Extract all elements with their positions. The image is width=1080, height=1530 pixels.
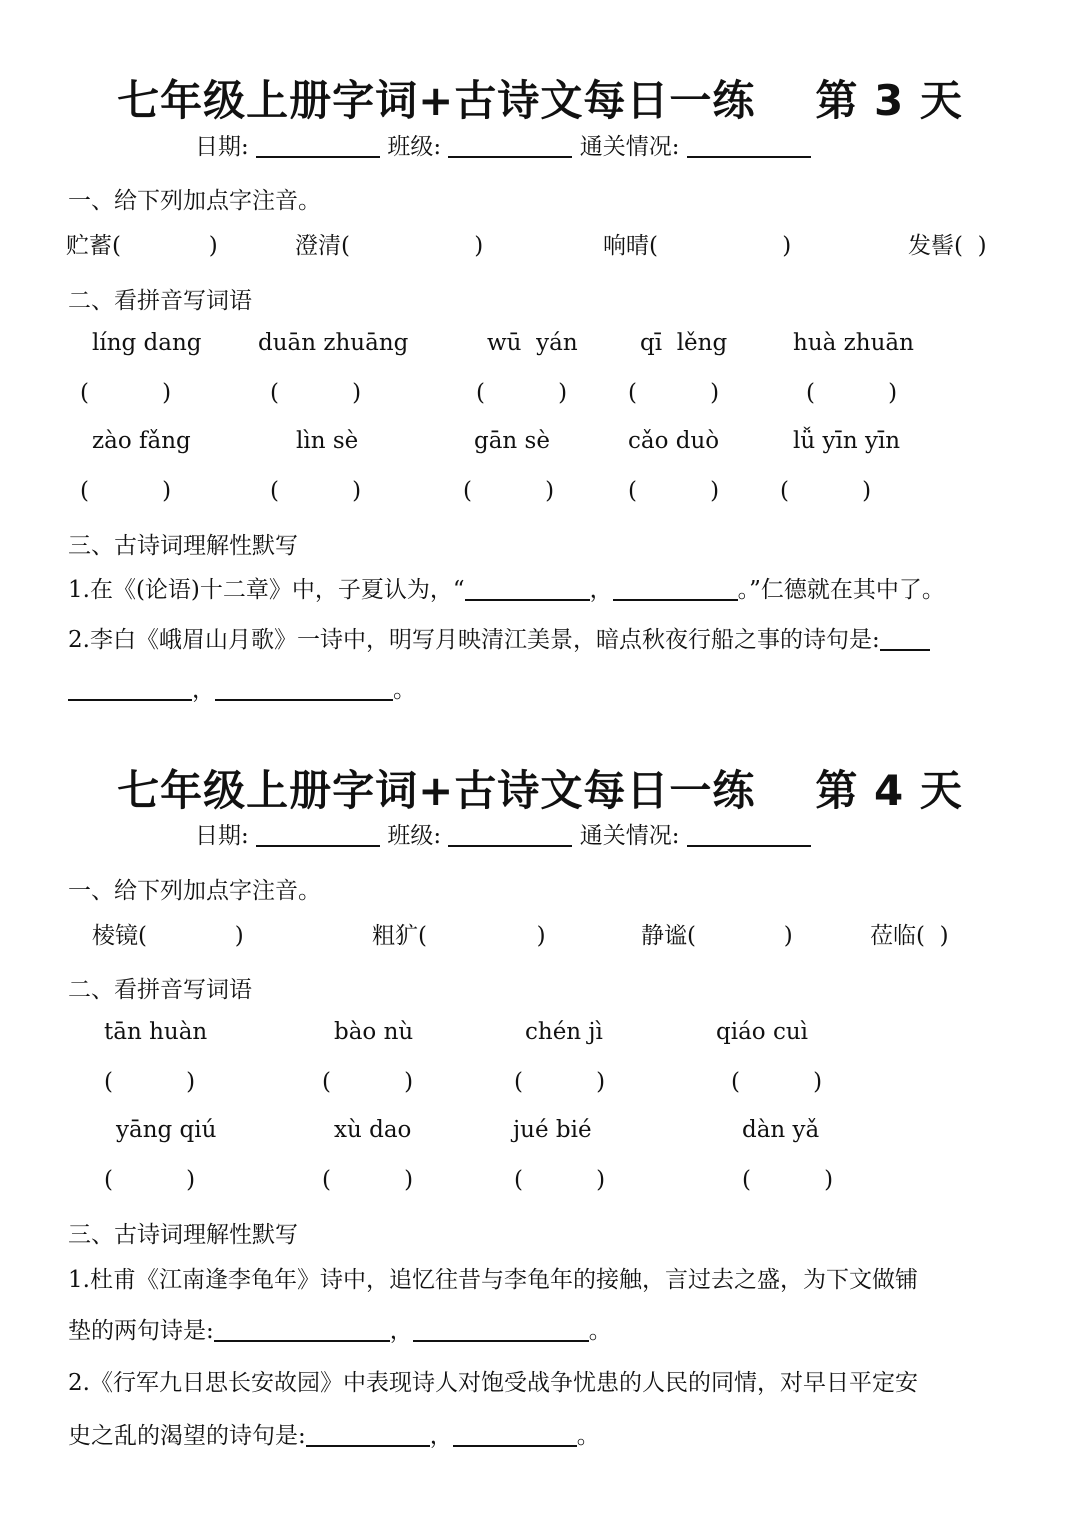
answer-blank[interactable] bbox=[306, 1423, 430, 1447]
answer-blank[interactable] bbox=[613, 577, 738, 601]
answer-paren[interactable]: ( ) bbox=[104, 1069, 196, 1095]
q-text: 。”仁德就在其中了。 bbox=[737, 577, 945, 603]
answer-blank[interactable] bbox=[880, 627, 930, 651]
day4-question-1: 1.杜甫《江南逢李龟年》诗中，追忆往昔与李龟年的接触，言过去之盛，为下文做铺 bbox=[68, 1267, 918, 1293]
day3-title bbox=[0, 68, 1080, 128]
answer-paren[interactable]: ( ) bbox=[514, 1167, 606, 1193]
annot-paren[interactable]: ( ) bbox=[138, 923, 244, 949]
answer-paren[interactable]: ( ) bbox=[514, 1069, 606, 1095]
day4-day-label: 第 4 天 bbox=[815, 766, 963, 815]
answer-paren[interactable]: ( ) bbox=[463, 478, 555, 504]
day4-question-2: 2.《行军九日思长安故园》中表现诗人对饱受战争忧患的人民的同情，对早日平定安 bbox=[68, 1370, 918, 1396]
pinyin: qī lěng bbox=[640, 330, 728, 356]
class-blank[interactable] bbox=[448, 823, 572, 847]
answer-paren[interactable]: ( ) bbox=[322, 1069, 414, 1095]
day4-section-3-heading: 三、古诗词理解性默写 bbox=[68, 1222, 298, 1248]
answer-blank[interactable] bbox=[465, 577, 590, 601]
answer-paren[interactable]: ( ) bbox=[806, 380, 898, 406]
q-text: ， bbox=[429, 1423, 453, 1449]
pinyin: zào fǎng bbox=[92, 428, 191, 454]
answer-paren[interactable]: ( ) bbox=[104, 1167, 196, 1193]
day3-section-3-heading: 三、古诗词理解性默写 bbox=[68, 533, 298, 559]
pass-label: 通关情况: bbox=[579, 823, 680, 849]
day3-info-row bbox=[195, 133, 811, 161]
day4-info-row bbox=[195, 822, 811, 850]
pinyin: duān zhuāng bbox=[258, 330, 409, 356]
answer-paren[interactable]: ( ) bbox=[731, 1069, 823, 1095]
answer-blank[interactable] bbox=[413, 1318, 589, 1342]
class-label: 班级: bbox=[387, 823, 442, 849]
answer-paren[interactable]: ( ) bbox=[628, 380, 720, 406]
day4-question-2-line2 bbox=[68, 1422, 600, 1450]
answer-paren[interactable]: ( ) bbox=[270, 478, 362, 504]
annot-paren[interactable]: ( ) bbox=[687, 923, 793, 949]
annot-word: 莅临 bbox=[870, 923, 916, 949]
pinyin: huà zhuān bbox=[793, 330, 914, 356]
q-text: ， bbox=[389, 1318, 413, 1344]
answer-paren[interactable]: ( ) bbox=[80, 380, 172, 406]
day3-question-2-line2 bbox=[68, 676, 416, 704]
day3-question-1 bbox=[68, 576, 945, 604]
pass-label: 通关情况: bbox=[579, 134, 680, 160]
class-label: 班级: bbox=[387, 134, 442, 160]
annot-paren[interactable]: ( ) bbox=[954, 233, 987, 259]
pinyin: tān huàn bbox=[104, 1019, 208, 1045]
date-label: 日期: bbox=[195, 134, 249, 160]
q-text: 1.在《(论语)十二章》中，子夏认为，“ bbox=[68, 577, 465, 603]
answer-blank[interactable] bbox=[214, 1318, 390, 1342]
pinyin: lǚ yīn yīn bbox=[793, 428, 901, 454]
q-text: 垫的两句诗是: bbox=[68, 1318, 214, 1344]
day3-annot-item bbox=[295, 232, 483, 260]
day3-annot-item bbox=[603, 232, 791, 260]
annot-paren[interactable]: ( ) bbox=[916, 923, 949, 949]
annot-word: 响晴 bbox=[603, 233, 649, 259]
annot-word: 粗犷 bbox=[372, 923, 418, 949]
annot-word: 棱镜 bbox=[92, 923, 138, 949]
annot-word: 澄清 bbox=[295, 233, 341, 259]
pinyin: xù dao bbox=[334, 1117, 412, 1143]
annot-word: 静谧 bbox=[641, 923, 687, 949]
day4-annot-item bbox=[870, 922, 949, 950]
annot-word: 发髻 bbox=[908, 233, 954, 259]
day3-question-2 bbox=[68, 626, 930, 654]
day4-annot-item bbox=[372, 922, 546, 950]
q-text: 史之乱的渴望的诗句是: bbox=[68, 1423, 306, 1449]
annot-paren[interactable]: ( ) bbox=[649, 233, 792, 259]
day3-title-text: 七年级上册字词+古诗文每日一练 bbox=[117, 76, 756, 125]
answer-blank[interactable] bbox=[453, 1423, 577, 1447]
q-text: 。 bbox=[588, 1318, 612, 1344]
pinyin: lìn sè bbox=[296, 428, 359, 454]
pinyin: líng dang bbox=[92, 330, 202, 356]
answer-paren[interactable]: ( ) bbox=[742, 1167, 834, 1193]
pinyin: gān sè bbox=[474, 428, 550, 454]
day4-section-2-heading: 二、看拼音写词语 bbox=[68, 977, 252, 1003]
answer-paren[interactable]: ( ) bbox=[270, 380, 362, 406]
pinyin: jué bié bbox=[513, 1117, 592, 1143]
answer-paren[interactable]: ( ) bbox=[780, 478, 872, 504]
pinyin: qiáo cuì bbox=[716, 1019, 808, 1045]
pinyin: chén jì bbox=[525, 1019, 603, 1045]
pinyin: dàn yǎ bbox=[742, 1117, 820, 1143]
date-blank[interactable] bbox=[256, 823, 380, 847]
pinyin: yāng qiú bbox=[116, 1117, 217, 1143]
annot-paren[interactable]: ( ) bbox=[341, 233, 484, 259]
day4-annot-item bbox=[92, 922, 244, 950]
day3-annot-item bbox=[908, 232, 987, 260]
pinyin: cǎo duò bbox=[628, 428, 720, 454]
day4-title-text: 七年级上册字词+古诗文每日一练 bbox=[117, 766, 756, 815]
answer-blank[interactable] bbox=[68, 677, 192, 701]
annot-paren[interactable]: ( ) bbox=[112, 233, 218, 259]
q-text: 。 bbox=[393, 677, 416, 703]
day3-section-2-heading: 二、看拼音写词语 bbox=[68, 288, 252, 314]
pass-blank[interactable] bbox=[687, 823, 811, 847]
q-text: ， bbox=[589, 577, 613, 603]
pinyin: wū yán bbox=[487, 330, 578, 356]
answer-paren[interactable]: ( ) bbox=[80, 478, 172, 504]
answer-paren[interactable]: ( ) bbox=[476, 380, 568, 406]
day3-section-1-heading: 一、给下列加点字注音。 bbox=[68, 188, 321, 214]
date-blank[interactable] bbox=[256, 134, 380, 158]
annot-paren[interactable]: ( ) bbox=[418, 923, 546, 949]
annot-word: 贮蓄 bbox=[66, 233, 112, 259]
day3-day-label: 第 3 天 bbox=[815, 76, 963, 125]
class-blank[interactable] bbox=[448, 134, 572, 158]
q-text: 。 bbox=[576, 1423, 600, 1449]
pinyin: bào nù bbox=[334, 1019, 414, 1045]
answer-blank[interactable] bbox=[215, 677, 393, 701]
day4-annot-item bbox=[641, 922, 793, 950]
date-label: 日期: bbox=[195, 823, 249, 849]
day3-annot-item bbox=[66, 232, 218, 260]
day4-section-1-heading: 一、给下列加点字注音。 bbox=[68, 878, 321, 904]
answer-paren[interactable]: ( ) bbox=[322, 1167, 414, 1193]
q-text: ， bbox=[192, 677, 215, 703]
answer-paren[interactable]: ( ) bbox=[628, 478, 720, 504]
day4-title bbox=[0, 758, 1080, 818]
pass-blank[interactable] bbox=[687, 134, 811, 158]
q-text: 2.李白《峨眉山月歌》一诗中，明写月映清江美景，暗点秋夜行船之事的诗句是: bbox=[68, 627, 880, 653]
day4-question-1-line2 bbox=[68, 1317, 612, 1345]
